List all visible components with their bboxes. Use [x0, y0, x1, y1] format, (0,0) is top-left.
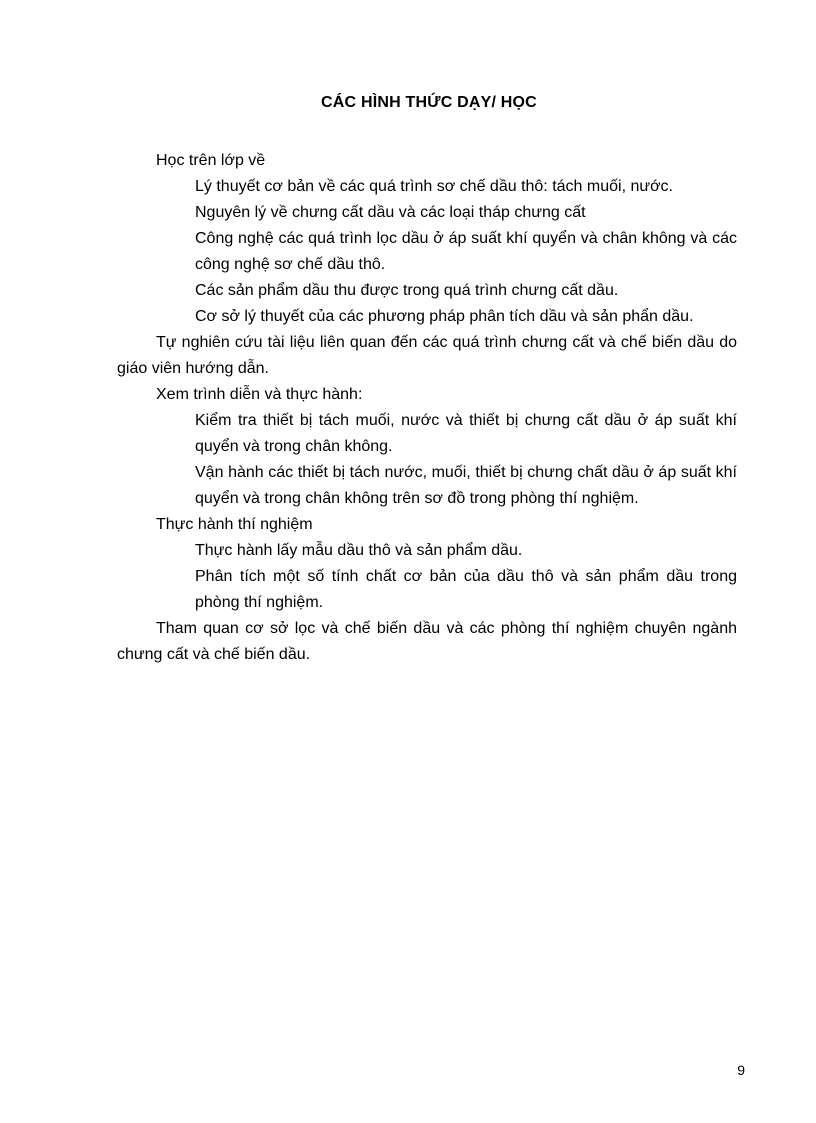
list-item: Công nghệ các quá trình lọc dầu ở áp suất khí quyển và chân không và các công nghệ sơ chế dầu thô.	[195, 230, 737, 273]
list-item: Thực hành thí nghiệm	[156, 516, 313, 533]
list-item: Các sản phẩm dầu thu được trong quá trình chưng cất dầu.	[195, 282, 619, 299]
list-item: Cơ sở lý thuyết của các phương pháp phân tích dầu và sản phẩn dầu.	[195, 308, 694, 325]
list-item: Nguyên lý về chưng cất dầu và các loại tháp chưng cất	[195, 204, 586, 221]
page-number: 9	[737, 1062, 745, 1078]
list-item: Vận hành các thiết bị tách nước, muối, thiết bị chưng chất dầu ở áp suất khí quyển và trong chân không trên sơ đồ trong phòng thí nghiệm.	[195, 464, 737, 507]
paragraph: Tự nghiên cứu tài liệu liên quan đến các quá trình chưng cất và chế biến dầu do giáo viên hướng dẫn.	[117, 334, 737, 377]
list-item: Phân tích một số tính chất cơ bản của dầu thô và sản phẩm dầu trong phòng thí nghiệm.	[195, 568, 737, 611]
page-title: CÁC HÌNH THỨC DẠY/ HỌC	[321, 94, 537, 111]
list-item: Lý thuyết cơ bản về các quá trình sơ chế dầu thô: tách muối, nước.	[195, 178, 673, 195]
list-item: Học trên lớp về	[156, 152, 266, 169]
list-item: Kiểm tra thiết bị tách muối, nước và thiết bị chưng cất dầu ở áp suất khí quyển và trong chân không.	[195, 412, 737, 455]
paragraph: Tham quan cơ sở lọc và chế biến dầu và các phòng thí nghiệm chuyên ngành chưng cất và chế biến dầu.	[117, 620, 737, 663]
list-item: Thực hành lấy mẫu dầu thô và sản phẩm dầu.	[195, 542, 523, 559]
body-text	[117, 148, 737, 668]
list-item: Xem trình diễn và thực hành:	[156, 386, 363, 403]
